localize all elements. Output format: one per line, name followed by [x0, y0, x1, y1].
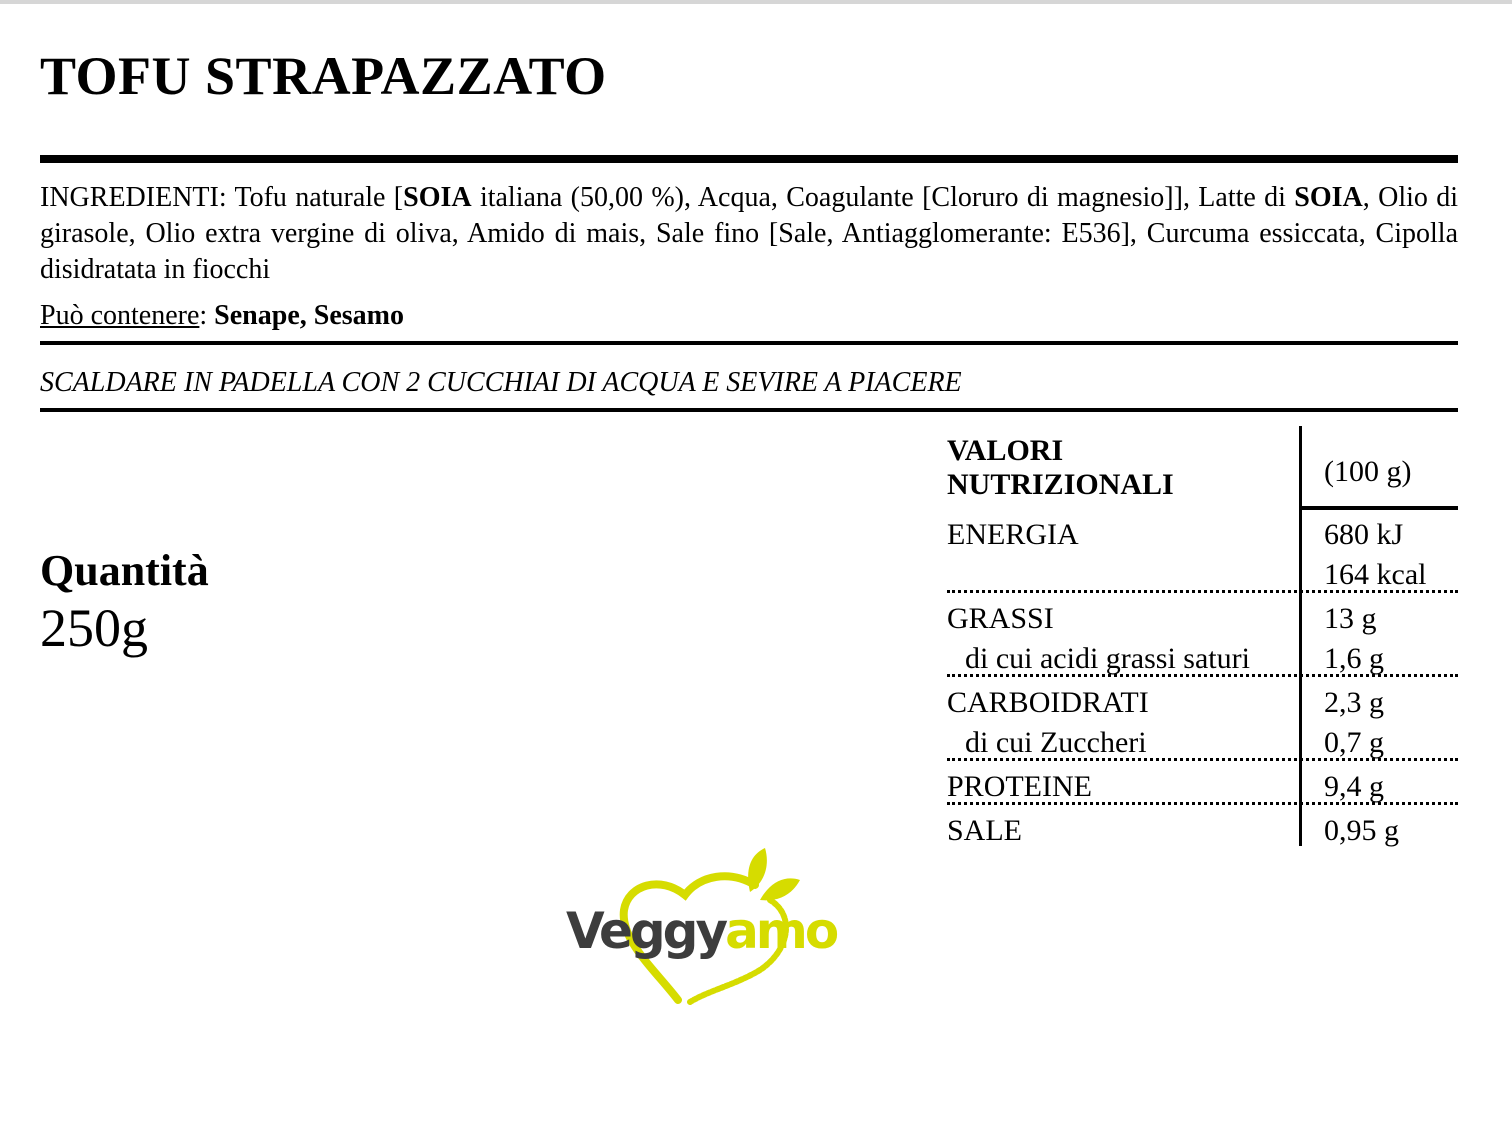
- row-divider: [947, 758, 1458, 761]
- nutrition-header-line1: VALORI: [947, 434, 1064, 467]
- nutrition-table: [947, 426, 1458, 846]
- salt-value: 0,95 g: [1324, 814, 1399, 847]
- nutrition-header-divider: [1299, 506, 1458, 510]
- nutrition-per-unit: (100 g): [1324, 455, 1412, 488]
- title-divider: [40, 155, 1458, 163]
- energy-kcal: 164 kcal: [1324, 558, 1427, 591]
- energy-kj: 680 kJ: [1324, 518, 1404, 551]
- leaf-right: [760, 878, 800, 900]
- ingredients-part-3: , Olio di girasole, Olio extra vergine di oliva, Amido di mais, Sale fino [Sale, Antiagglomerante: E536], Curcuma essiccata, Cipolla disidratata in fiocchi: [40, 182, 1458, 285]
- ingredients-text: [40, 180, 1458, 288]
- sugars-label: di cui Zuccheri: [965, 726, 1147, 759]
- carbohydrates-value: 2,3 g: [1324, 686, 1384, 719]
- row-divider: [947, 590, 1458, 593]
- quantity-value: 250g: [40, 598, 148, 658]
- ingredients-part-1: Tofu naturale [: [226, 182, 404, 213]
- protein-value: 9,4 g: [1324, 770, 1384, 803]
- ingredients-part-2: italiana (50,00 %), Acqua, Coagulante [Cloruro di magnesio]], Latte di: [471, 182, 1295, 213]
- nutrition-column-divider: [1299, 426, 1302, 846]
- row-divider: [947, 802, 1458, 805]
- logo-text-accent: amo: [725, 902, 837, 960]
- nutrition-header: [947, 434, 1174, 502]
- leaf-left: [748, 848, 767, 892]
- may-contain: [40, 298, 1458, 334]
- may-contain-label: Può contenere: [40, 300, 200, 331]
- allergen-divider: [40, 341, 1458, 345]
- nutrition-header-line2: NUTRIZIONALI: [947, 468, 1174, 501]
- may-contain-sesamo: Sesamo: [313, 300, 404, 331]
- row-divider: [947, 674, 1458, 677]
- logo-text: [566, 902, 838, 960]
- carbohydrates-label: CARBOIDRATI: [947, 686, 1149, 719]
- fat-label: GRASSI: [947, 602, 1054, 635]
- quantity-label: Quantità: [40, 546, 209, 595]
- fat-value: 13 g: [1324, 602, 1377, 635]
- sugars-value: 0,7 g: [1324, 726, 1384, 759]
- instructions-divider: [40, 408, 1458, 412]
- salt-label: SALE: [947, 814, 1022, 847]
- preparation-instructions: SCALDARE IN PADELLA CON 2 CUCCHIAI DI ACQUA E SEVIRE A PIACERE: [40, 367, 962, 398]
- may-contain-senape: Senape: [214, 300, 300, 331]
- may-contain-separator: :: [199, 300, 215, 331]
- energy-label: ENERGIA: [947, 518, 1079, 551]
- ingredients-label: INGREDIENTI:: [40, 182, 227, 213]
- saturated-fat-label: di cui acidi grassi saturi: [965, 642, 1250, 675]
- top-strip: [0, 0, 1512, 4]
- product-title: TOFU STRAPAZZATO: [40, 46, 607, 106]
- allergen-soia-1: SOIA: [403, 182, 472, 213]
- saturated-fat-value: 1,6 g: [1324, 642, 1384, 675]
- protein-label: PROTEINE: [947, 770, 1092, 803]
- allergen-soia-2: SOIA: [1294, 182, 1363, 213]
- logo-text-dark: Veggy: [566, 902, 726, 960]
- may-contain-comma: ,: [299, 300, 314, 331]
- veggyamo-logo: [560, 840, 900, 1010]
